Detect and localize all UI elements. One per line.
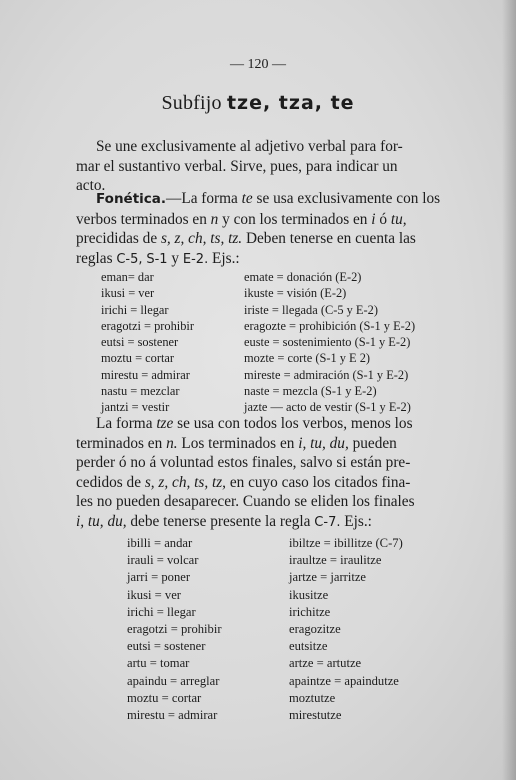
example-row: ikusitze: [289, 587, 329, 602]
example-row: eragozitze: [289, 622, 341, 637]
fonetica-line: [76, 210, 470, 230]
italic-term: s, z, ch, ts, tz.: [160, 230, 243, 247]
text-run: en cuyo caso los citados fina-: [229, 473, 411, 491]
italic-term: n.: [166, 434, 178, 452]
section-title: [0, 92, 516, 115]
intro-paragraph: [76, 137, 470, 196]
tze-line: [76, 414, 470, 434]
rule-ref: C-7.: [314, 514, 341, 530]
text-run: terminados en: [76, 434, 163, 452]
text-run: ó: [379, 210, 388, 228]
examples2-left: [127, 535, 222, 724]
example-row: eutsi = sostener: [127, 639, 206, 654]
intro-line: acto.: [76, 177, 106, 194]
example-row: euste = sostenimiento (S-1 y E-2): [244, 335, 411, 350]
example-row: iriste = llegada (C-5 y E-2): [244, 302, 378, 317]
tze-paragraph: [76, 414, 470, 532]
text-run: Ejs.:: [344, 512, 372, 530]
example-row: irichi = llegar: [127, 604, 196, 619]
example-row: ibilli = andar: [127, 536, 193, 550]
example-row: jazte — acto de vestir (S-1 y E-2): [244, 400, 411, 415]
example-row: artze = artutze: [289, 656, 362, 671]
example-row: ikuste = visión (E-2): [244, 286, 347, 301]
text-run: precididas de: [76, 230, 158, 247]
example-row: ikusi = ver: [127, 587, 181, 602]
italic-term: s, z, ch, ts, tz,: [144, 473, 226, 491]
example-row: eman= dar: [101, 270, 154, 284]
page-number: — 120 —: [230, 57, 286, 72]
example-row: irichitze: [289, 604, 331, 619]
tze-line: [76, 473, 470, 493]
examples1-left: [101, 269, 194, 416]
example-row: mirestutze: [289, 708, 342, 723]
text-run: se usa con todos los verbos, menos los: [177, 415, 413, 432]
fonetica-line: [76, 229, 470, 249]
example-row: eragotzi = prohibir: [127, 622, 222, 637]
tze-line: [76, 512, 470, 533]
tze-line: [76, 434, 470, 454]
title-suffixes: tze, tza, te: [226, 92, 355, 114]
text-run: Ejs.:: [212, 249, 240, 267]
text-run: se usa exclusivamente con los: [256, 190, 441, 207]
examples2-right: [289, 535, 403, 724]
fonetica-line: [76, 249, 470, 270]
text-run: reglas: [76, 249, 113, 267]
text-run: verbos terminados en: [76, 210, 207, 228]
example-row: mozte = corte (S-1 y E 2): [244, 351, 371, 366]
example-row: jarri = poner: [127, 570, 191, 585]
fonetica-line: [76, 189, 470, 210]
text-run: —La forma: [166, 190, 238, 207]
text-run: Los terminados en: [181, 434, 295, 452]
text-run: debe tenerse presente la regla: [130, 512, 311, 530]
fonetica-paragraph: [76, 189, 470, 269]
example-row: emate = donación (E-2): [244, 270, 362, 284]
italic-term: n: [210, 210, 219, 228]
fonetica-label: Fonética.: [96, 191, 167, 207]
example-row: moztutze: [289, 690, 336, 705]
example-row: ikusi = ver: [101, 286, 155, 301]
italic-term: tze: [156, 415, 174, 432]
example-row: mirestu = admirar: [127, 708, 218, 723]
example-row: apaindu = arreglar: [127, 673, 220, 688]
example-row: artu = tomar: [127, 656, 190, 671]
example-row: naste = mezcla (S-1 y E-2): [244, 384, 377, 399]
text-run: y con los terminados en: [222, 210, 368, 228]
example-row: eutsitze: [289, 639, 328, 654]
text-run: y: [171, 249, 180, 267]
text-run: cedidos de: [76, 473, 141, 491]
rule-ref: E-2.: [182, 251, 209, 267]
tze-line: les no pueden desaparecer. Cuando se eliden los finales: [76, 493, 415, 510]
example-row: irauli = volcar: [127, 553, 199, 568]
example-row: ibiltze = ibillitze (C-7): [289, 536, 403, 550]
example-row: eragotzi = prohibir: [101, 318, 195, 333]
example-row: eutsi = sostener: [101, 335, 179, 350]
example-row: jartze = jarritze: [289, 570, 367, 585]
example-row: moztu = cortar: [127, 690, 202, 705]
example-row: irichi = llegar: [101, 302, 169, 317]
italic-term: te: [241, 190, 253, 207]
example-row: iraultze = iraulitze: [289, 553, 382, 568]
example-row: nastu = mezclar: [101, 384, 180, 399]
intro-line: Se une exclusivamente al adjetivo verbal para for-: [96, 138, 403, 155]
examples1-right: [244, 269, 415, 416]
tze-line: perder ó no á voluntad estos finales, salvo si están pre-: [76, 454, 411, 471]
title-prefix: Subfijo: [161, 92, 222, 114]
example-row: jantzi = vestir: [101, 400, 170, 415]
italic-term: tu,: [390, 210, 407, 228]
text-run: Deben tenerse en cuenta las: [245, 230, 416, 247]
rule-ref: C-5,: [116, 251, 143, 267]
rule-ref: S-1: [146, 251, 168, 267]
italic-term: i, tu, du,: [76, 512, 127, 530]
text-run: pueden: [352, 434, 397, 452]
text-run: La forma: [96, 415, 153, 432]
example-row: apaintze = apaindutze: [289, 673, 399, 688]
italic-term: i: [371, 210, 376, 228]
example-row: moztu = cortar: [101, 351, 175, 366]
intro-line: mar el sustantivo verbal. Sirve, pues, para indicar un: [76, 157, 398, 175]
example-row: eragozte = prohibición (S-1 y E-2): [244, 318, 416, 333]
italic-term: i, tu, du,: [298, 434, 349, 452]
example-row: mirestu = admirar: [101, 367, 190, 382]
example-row: mireste = admiración (S-1 y E-2): [244, 367, 409, 382]
page-edge-shadow: [502, 0, 516, 780]
